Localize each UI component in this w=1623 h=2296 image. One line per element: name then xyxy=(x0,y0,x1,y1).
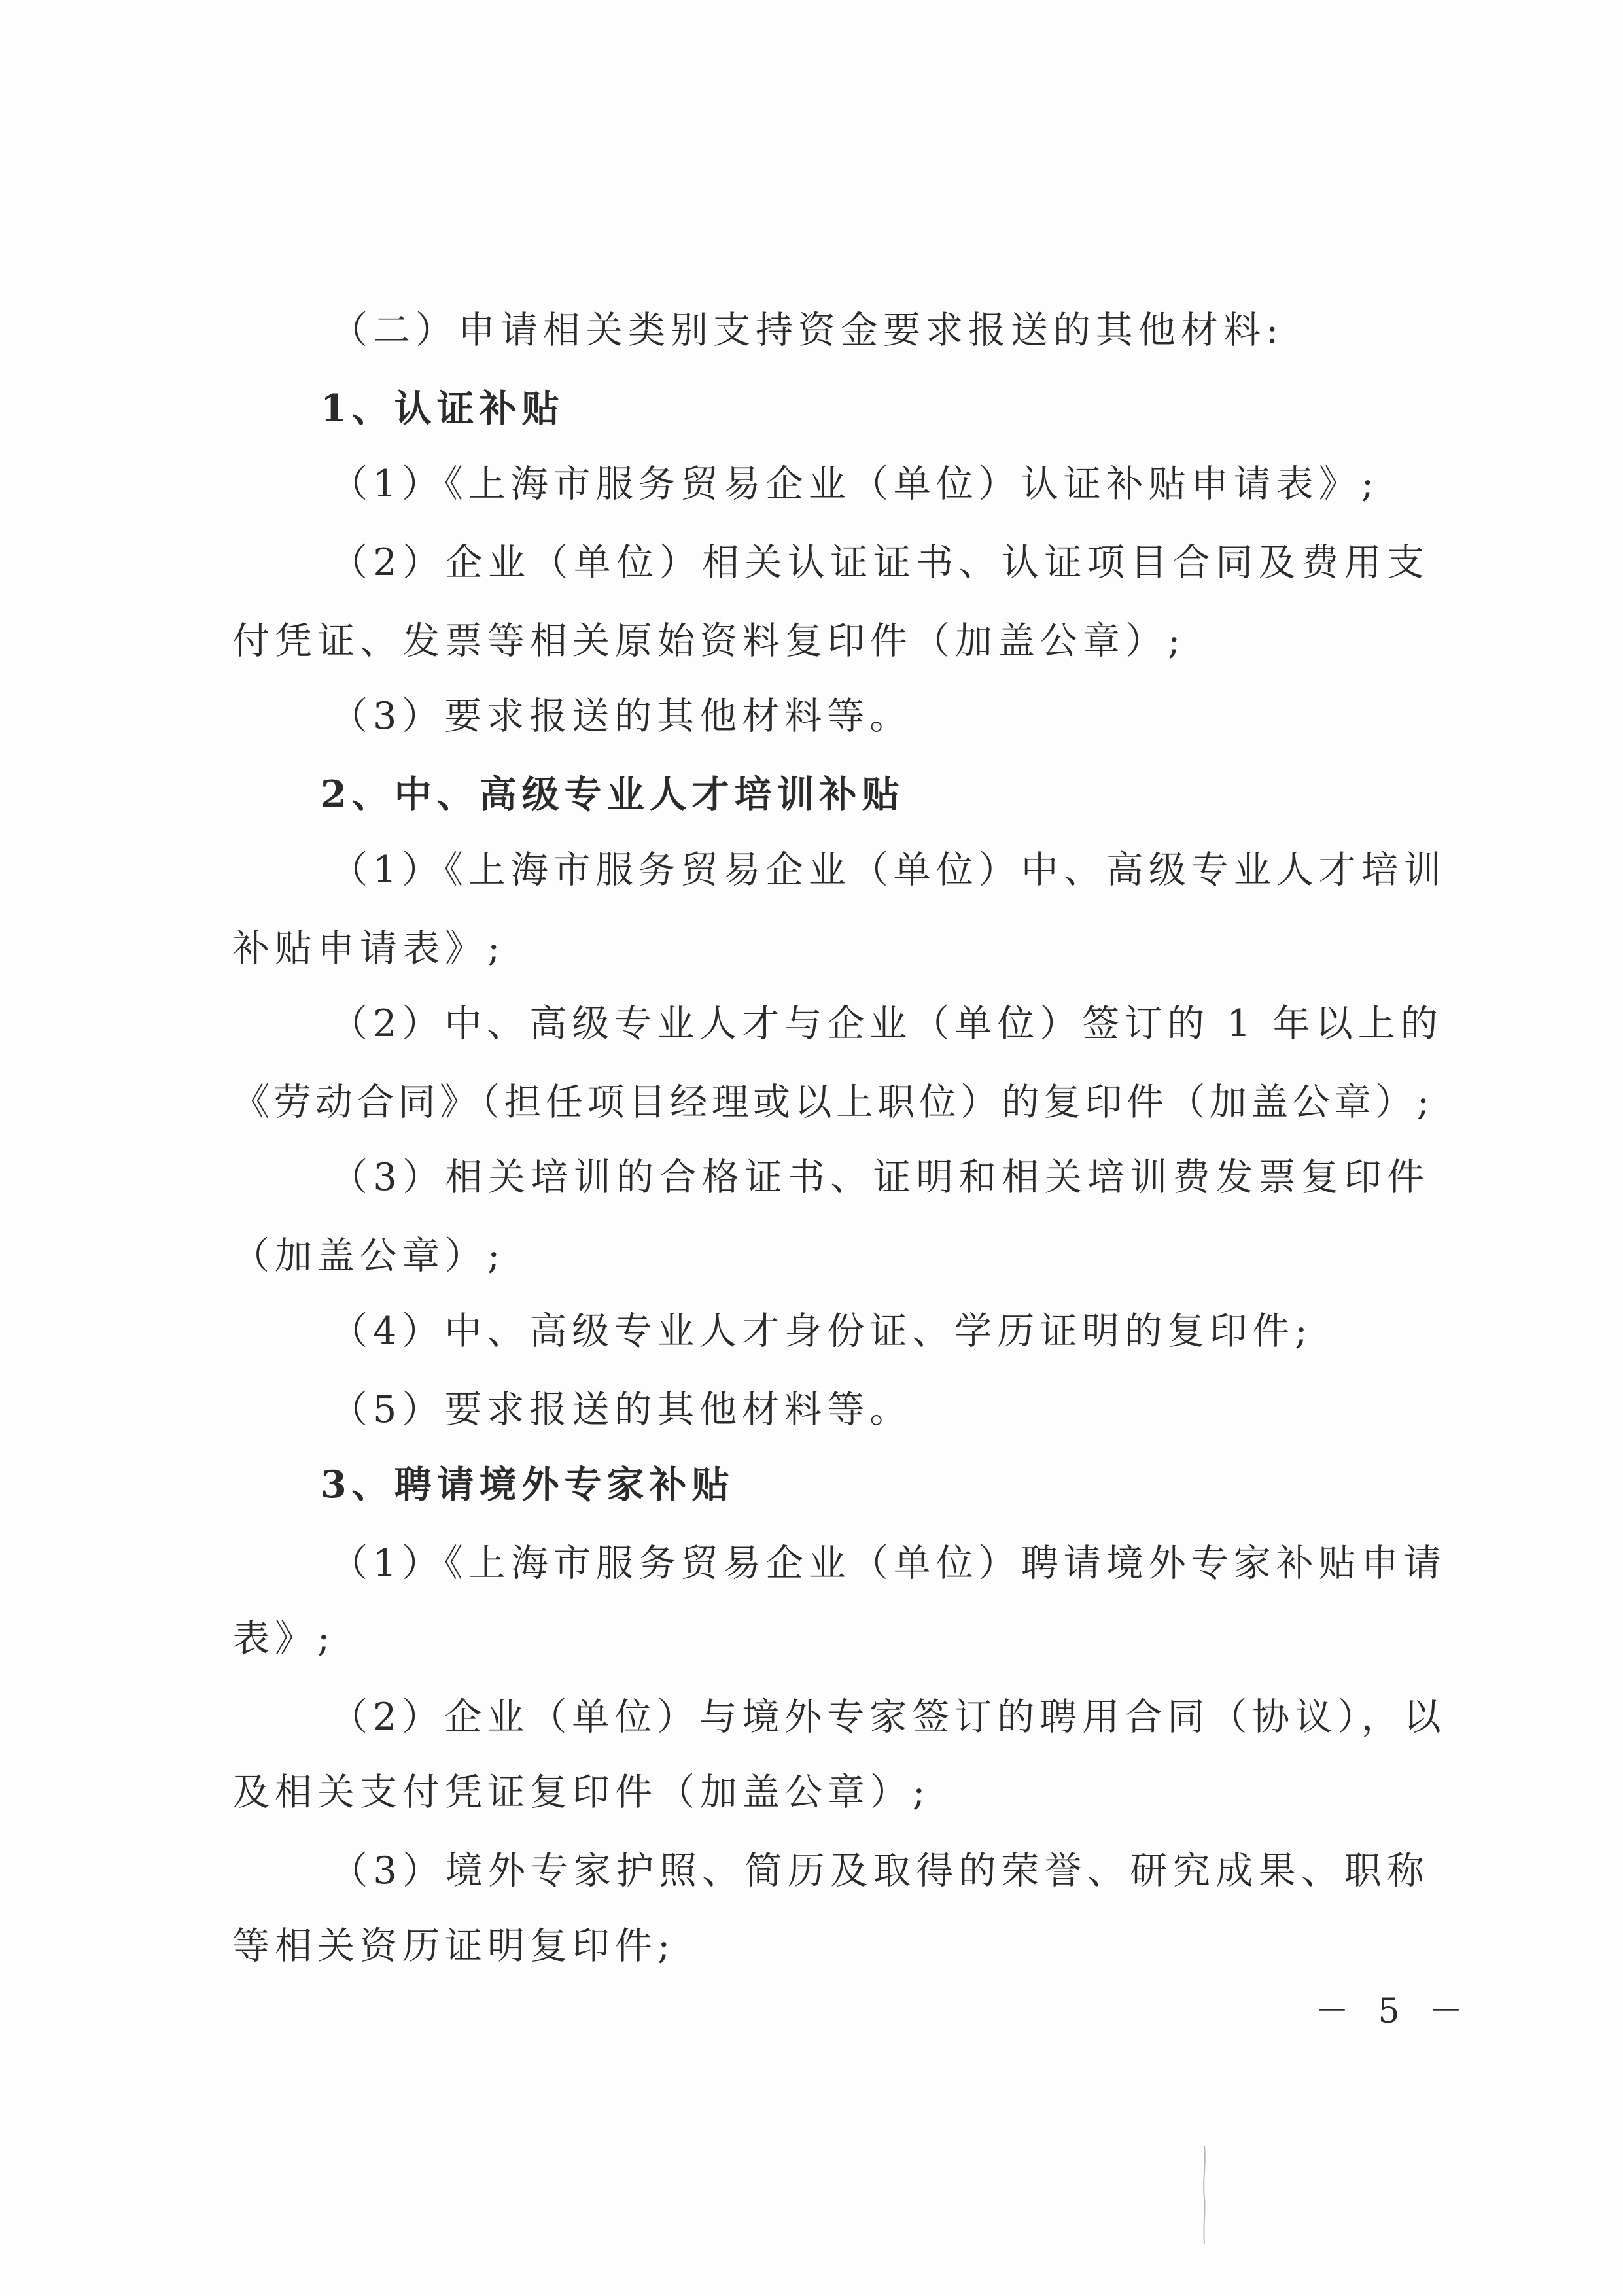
heading-certification-subsidy: 1、认证补贴 xyxy=(321,387,565,430)
section-intro: （二）申请相关类别支持资金要求报送的其他材料: xyxy=(330,309,1284,352)
scan-margin-mark xyxy=(1200,2146,1208,2244)
item-text: （3）境外专家护照、简历及取得的荣誉、研究成果、职称 xyxy=(330,1849,1429,1892)
item-text: （1）《上海市服务贸易企业（单位）认证补贴申请表》; xyxy=(330,462,1379,506)
item-text-continuation: 及相关支付凭证复印件（加盖公章）; xyxy=(232,1771,931,1814)
item-text: （2）企业（单位）相关认证证书、认证项目合同及费用支 xyxy=(330,541,1429,584)
item-text-continuation: 《劳动合同》（担任项目经理或以上职位）的复印件（加盖公章）; xyxy=(232,1081,1429,1124)
item-text: （1）《上海市服务贸易企业（单位）中、高级专业人才培训 xyxy=(330,848,1446,892)
page-number: － 5 － xyxy=(1315,1992,1473,2031)
item-text-continuation: 补贴申请表》; xyxy=(232,927,506,970)
item-text: （3）要求报送的其他材料等。 xyxy=(330,695,913,738)
heading-training-subsidy: 2、中、高级专业人才培训补贴 xyxy=(321,773,905,816)
item-text: （2）企业（单位）与境外专家签订的聘用合同（协议），以 xyxy=(330,1696,1446,1739)
item-text-continuation: 等相关资历证明复印件; xyxy=(232,1924,676,1968)
heading-foreign-expert-subsidy: 3、聘请境外专家补贴 xyxy=(321,1463,735,1506)
item-text-continuation: （加盖公章）; xyxy=(232,1234,506,1278)
item-text: （5）要求报送的其他材料等。 xyxy=(330,1388,913,1431)
item-text: （1）《上海市服务贸易企业（单位）聘请境外专家补贴申请 xyxy=(330,1542,1446,1585)
item-text: （4）中、高级专业人才身份证、学历证明的复印件; xyxy=(330,1310,1313,1353)
item-text-continuation: 表》; xyxy=(232,1617,336,1660)
item-text: （3）相关培训的合格证书、证明和相关培训费发票复印件 xyxy=(330,1156,1429,1199)
item-text-continuation: 付凭证、发票等相关原始资料复印件（加盖公章）; xyxy=(232,619,1186,663)
item-text: （2）中、高级专业人才与企业（单位）签订的 1 年以上的 xyxy=(330,1002,1443,1045)
